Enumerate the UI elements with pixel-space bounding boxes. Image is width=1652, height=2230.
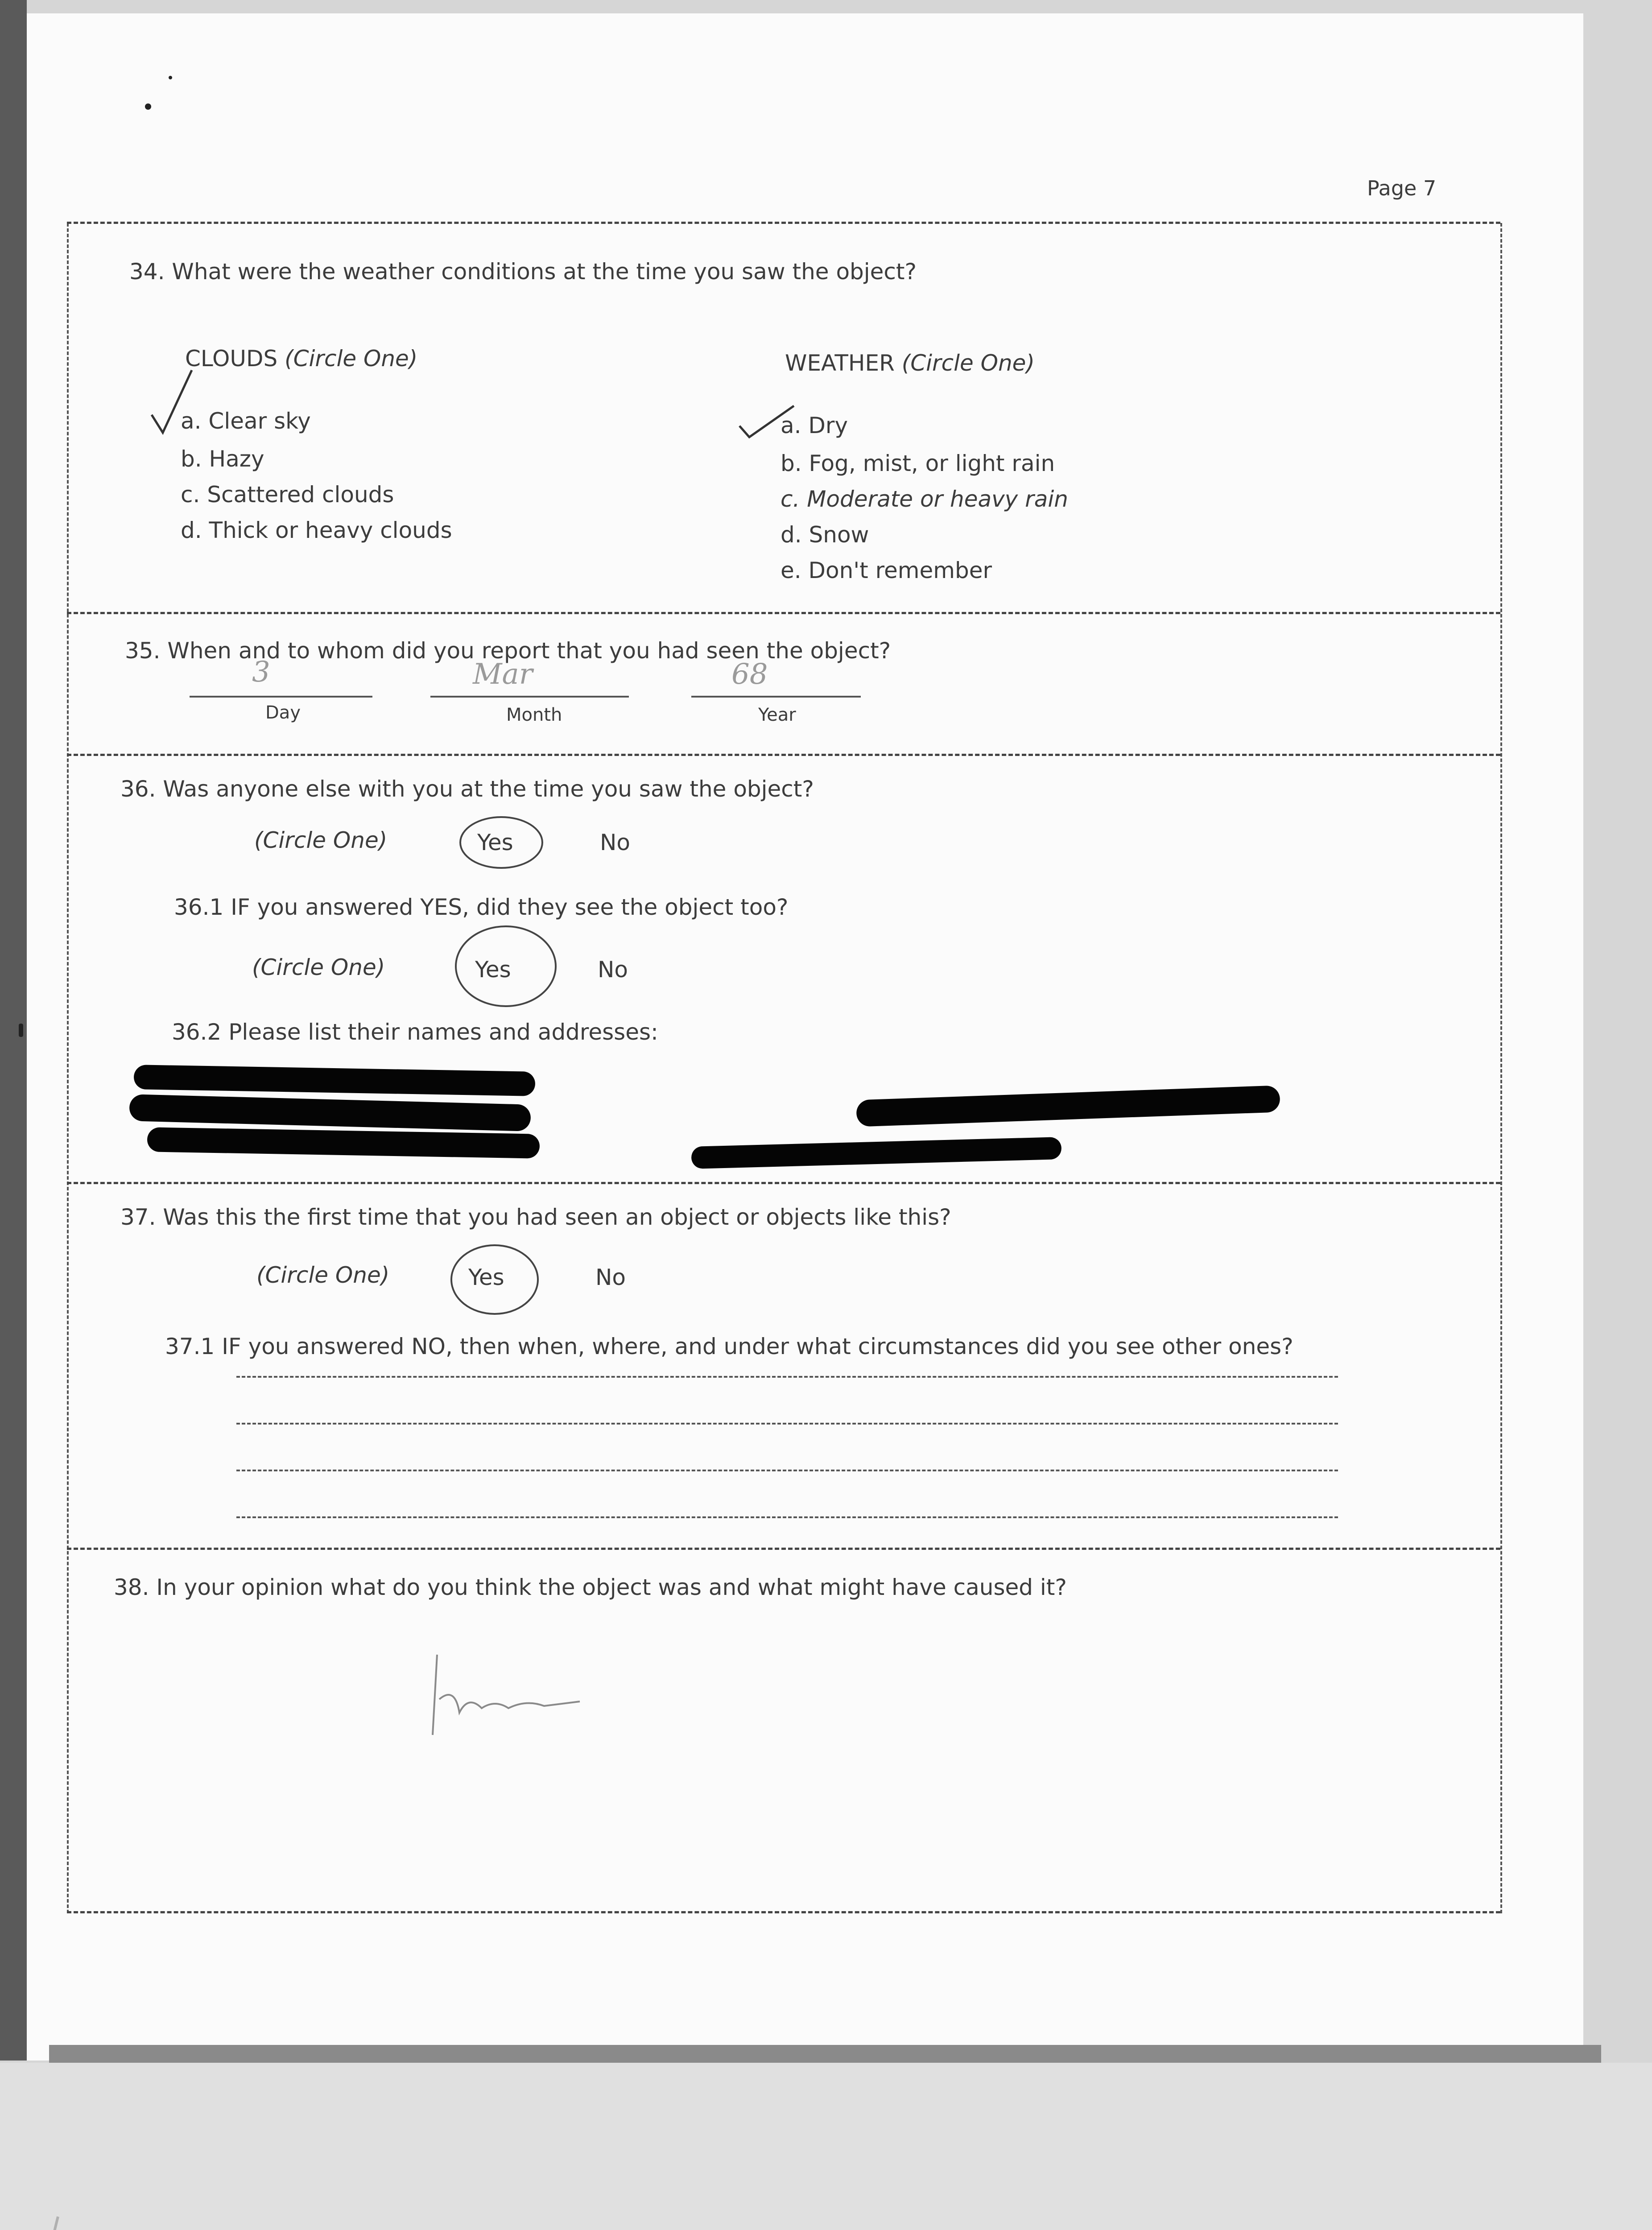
q36-1-yes[interactable]: Yes (475, 957, 511, 983)
clouds-option-b[interactable]: b. Hazy (181, 446, 264, 472)
handwritten-scribble (419, 1646, 615, 1744)
weather-heading: WEATHER (Circle One) (785, 350, 1035, 376)
selection-circle (455, 925, 557, 1007)
q36-1-instruction: (Circle One) (252, 954, 385, 980)
scan-background (0, 2063, 1652, 2230)
clouds-option-c[interactable]: c. Scattered clouds (181, 482, 394, 508)
q36-no[interactable]: No (600, 830, 630, 855)
answer-line[interactable] (236, 1470, 1338, 1471)
q37-no[interactable]: No (595, 1264, 626, 1290)
question-37-1: 37.1 IF you answered NO, then when, where, and under what circumstances did you see other ones? (165, 1334, 1293, 1359)
day-line (190, 696, 372, 698)
weather-option-b[interactable]: b. Fog, mist, or light rain (781, 450, 1055, 476)
year-value: 68 (731, 658, 768, 691)
section-divider (67, 1182, 1500, 1184)
page-shadow (49, 2045, 1601, 2063)
year-label: Year (758, 705, 796, 725)
question-36-1: 36.1 IF you answered YES, did they see the object too? (174, 894, 789, 920)
answer-line[interactable] (236, 1423, 1338, 1425)
q37-instruction: (Circle One) (256, 1262, 390, 1288)
month-line (430, 696, 629, 698)
checkmark-icon (147, 366, 196, 437)
question-36-2: 36.2 Please list their names and addresses: (172, 1019, 658, 1045)
section-divider (67, 1548, 1500, 1550)
q37-yes[interactable]: Yes (468, 1264, 504, 1290)
question-35: 35. When and to whom did you report that you had seen the object? (125, 638, 891, 664)
weather-option-a[interactable]: a. Dry (781, 413, 848, 438)
answer-line[interactable] (236, 1516, 1338, 1518)
clouds-option-d[interactable]: d. Thick or heavy clouds (181, 517, 452, 543)
question-38: 38. In your opinion what do you think the object was and what might have caused it? (114, 1574, 1067, 1600)
weather-option-e[interactable]: e. Don't remember (781, 558, 992, 583)
question-37: 37. Was this the first time that you had seen an object or objects like this? (120, 1204, 951, 1230)
checkmark-icon (736, 401, 798, 442)
clouds-heading: CLOUDS (Circle One) (185, 346, 418, 372)
weather-option-c[interactable]: c. Moderate or heavy rain (781, 486, 1068, 512)
selection-circle (450, 1244, 539, 1315)
scan-speck (169, 76, 172, 79)
clouds-option-a[interactable]: a. Clear sky (181, 408, 311, 434)
question-34: 34. What were the weather conditions at the time you saw the object? (129, 259, 917, 285)
section-divider (67, 754, 1500, 756)
month-label: Month (506, 705, 562, 725)
answer-line[interactable] (236, 1376, 1338, 1378)
weather-option-d[interactable]: d. Snow (781, 522, 869, 548)
day-label: Day (265, 702, 301, 723)
page-number: Page 7 (1367, 176, 1437, 200)
section-divider (67, 1911, 1500, 1913)
section-divider (67, 612, 1500, 614)
year-line (691, 696, 861, 698)
section-divider (67, 222, 1500, 224)
q36-instruction: (Circle One) (254, 827, 388, 853)
q36-1-no[interactable]: No (598, 957, 628, 983)
scan-speck (145, 103, 151, 110)
month-value: Mar (473, 658, 533, 691)
q36-yes[interactable]: Yes (477, 830, 513, 855)
scan-speck (19, 1024, 23, 1037)
day-value: 3 (252, 656, 270, 689)
question-36: 36. Was anyone else with you at the time you saw the object? (120, 776, 814, 802)
selection-circle (459, 816, 543, 869)
background-scribble (9, 2199, 152, 2230)
